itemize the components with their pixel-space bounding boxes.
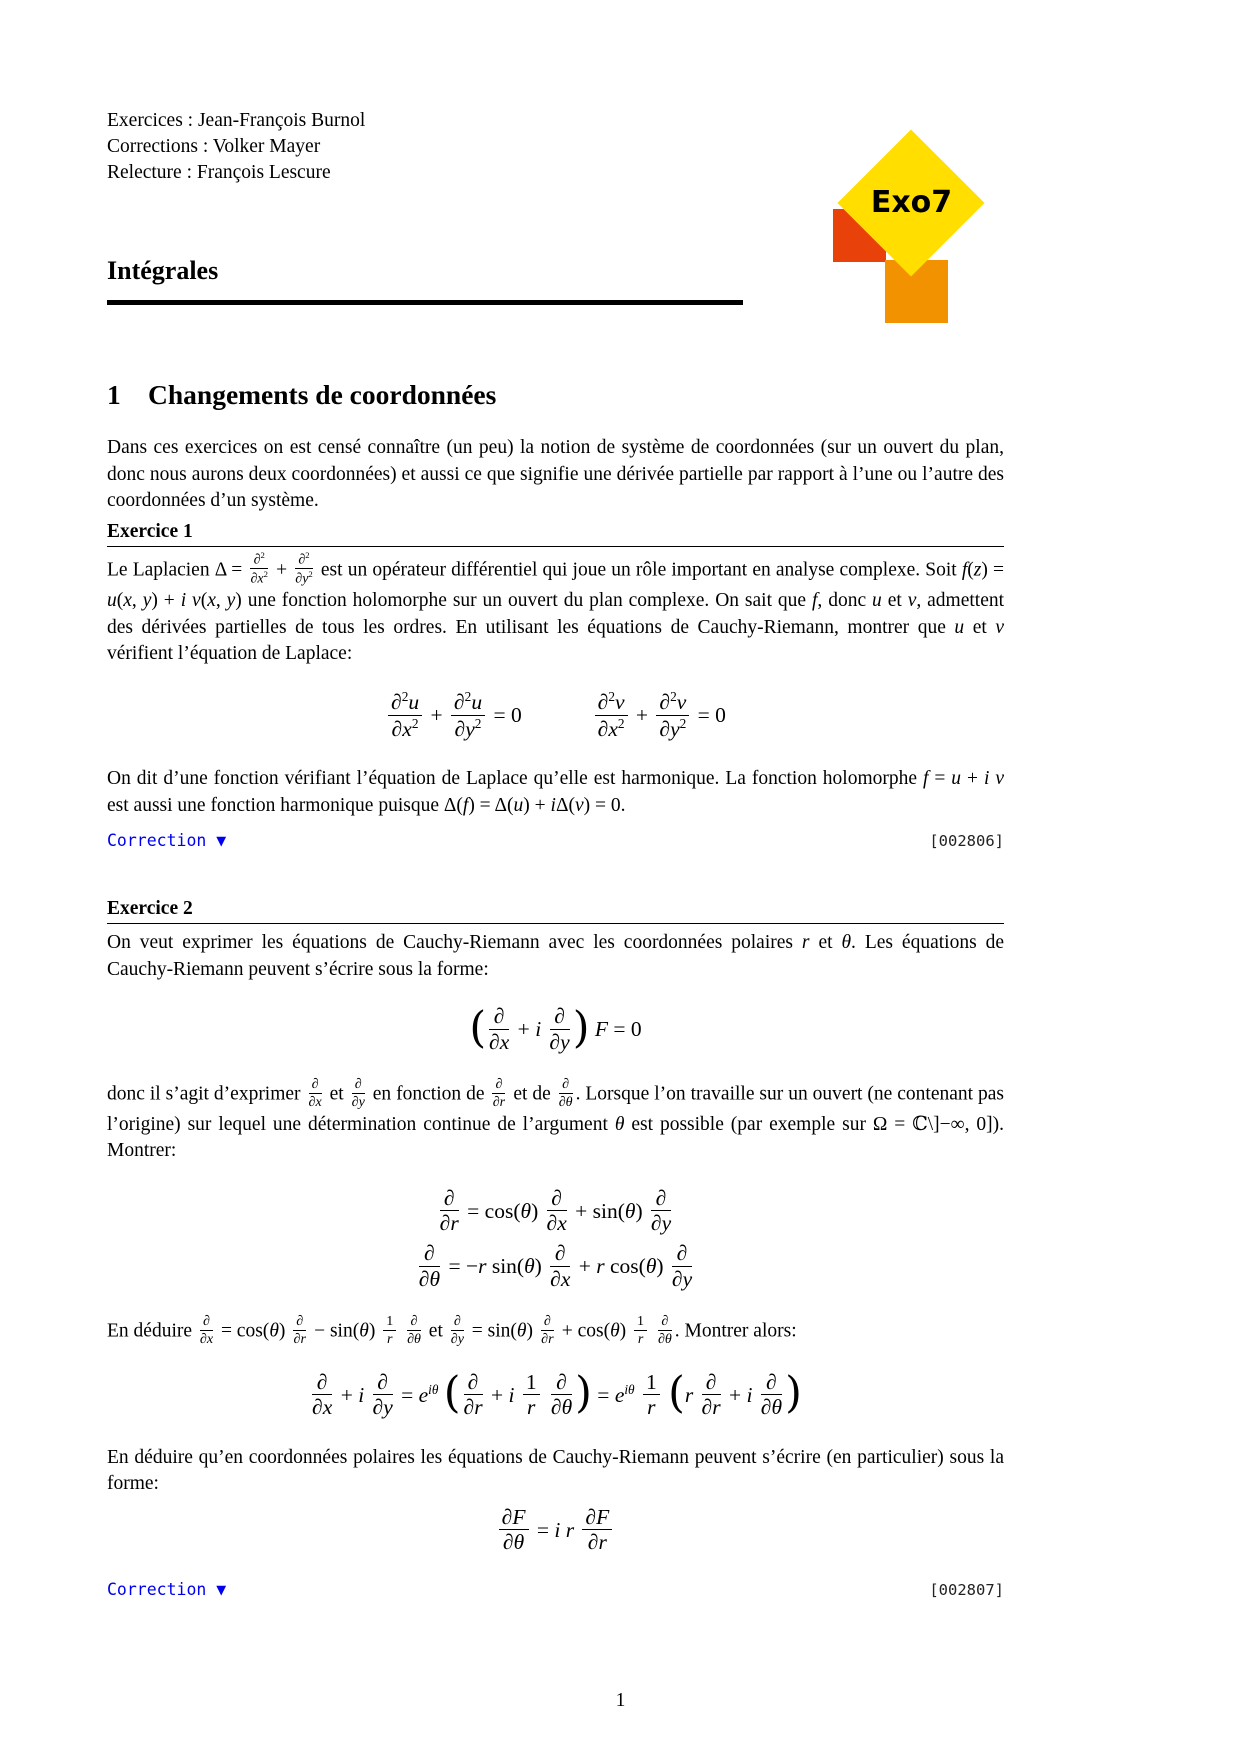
credit-exercices: Exercices : Jean-François Burnol (107, 110, 366, 131)
correction-link-2[interactable]: Correction ▼ (107, 1579, 227, 1599)
section-title: Changements de coordonnées (148, 379, 497, 410)
exercise-1-heading: Exercice 1 (107, 521, 1004, 547)
exercise-2-exponential-identity: $\frac{\partial}{\partial x}$ + i $\frac{\partial}{\partial y}$ = $e^{i\theta}$ ( $\frac{\partial}{\partial r}$ + i $\frac{1}{r}$ $\frac{\partial}{\partial\theta}$ ) = $e^{i\theta}$ $\frac{1}{r}$ (r $\frac{\partial}{\partial r}$ + i $\frac{\partial}{\partial\theta}$ ) (312, 1367, 802, 1420)
exercise-1-laplace-equations: $\frac{\partial^2u}{\partial x^2}$ + $\frac{\partial^2u}{\partial y^2}$ = 0 $\frac{\partial^2v}{\partial x^2}$ + $\frac{\partial^2v}{\partial y^2}$ = 0 (107, 692, 1004, 742)
exercise-2-heading: Exercice 2 (107, 898, 1004, 924)
title-rule (107, 300, 743, 305)
page-number: 1 (615, 1690, 626, 1711)
equation-d-dr: $\frac{\partial}{\partial r}$ = cos(θ) $\frac{\partial}{\partial x}$ + sin(θ) $\frac{\partial}{\partial y}$ (439, 1185, 672, 1236)
exercise-1-statement: Le Laplacien Δ = $\frac{\partial^2}{\partial x^2}$ + $\frac{\partial^2}{\partial y^2}$ est un opérateur différentiel qui joue un rôle important en analyse complexe. Soit f(z) = u(x, y) + i v(x, y) une fonction holomorphe sur un ouvert du plan complexe. On sait que f, donc u et v, admettent des dérivées partielles de tous les ordres. En utilisant les équations de Cauchy-Riemann, montrer que u et v vérifient l’équation de Laplace: (107, 549, 1005, 665)
section-heading (107, 379, 1004, 411)
exercise-2-reference: [002807] (929, 1580, 1004, 1599)
exercise-2-final-equation: $\frac{\partial F}{\partial\theta}$ = i r $\frac{\partial F}{\partial r}$ (107, 1508, 1004, 1556)
exercise-2-paragraph-2: donc il s’agit d’exprimer $\frac{\partial}{\partial x}$ et $\frac{\partial}{\partial y}$ en fonction de $\frac{\partial}{\partial r}$ et de $\frac{\partial}{\partial\theta}$ . Lorsque l’on travaille sur un ouvert (ne contenant pas l’origine) sur lequel une détermination continue de l’argument θ est possible (par exemple sur Ω = ℂ\]−∞, 0]). Montrer: (107, 1076, 1005, 1162)
exercise-2-polar-derivative-equations (107, 1185, 1004, 1292)
section-number: 1 (107, 379, 121, 410)
exercise-1-remark: On dit d’une fonction vérifiant l’équation de Laplace qu’elle est harmonique. La fonction holomorphe f = u + i v est aussi une fonction harmonique puisque Δ(f) = Δ(u) + iΔ(v) = 0. (107, 768, 1004, 816)
exo7-logo (833, 143, 993, 323)
document-title: Intégrales (107, 256, 219, 285)
exercise-2-paragraph-3: En déduire $\frac{\partial}{\partial x}$ = cos(θ) $\frac{\partial}{\partial r}$ − sin(θ) $\frac{1}{r}$ $\frac{\partial}{\partial\theta}$ et $\frac{\partial}{\partial y}$ = sin(θ) $\frac{\partial}{\partial r}$ + cos(θ) $\frac{1}{r}$ $\frac{\partial}{\partial\theta}$ . Montrer alors: (107, 1313, 797, 1347)
credit-corrections: Corrections : Volker Mayer (107, 136, 321, 157)
exercise-2-statement: On veut exprimer les équations de Cauchy-Riemann avec les coordonnées polaires r et θ. Les équations de Cauchy-Riemann peuvent s’écrire sous la forme: (107, 932, 1005, 980)
correction-link-1[interactable]: Correction ▼ (107, 831, 227, 851)
logo-text: Exo7 (870, 185, 953, 220)
exercise-1-footer (107, 831, 1004, 850)
exercise-1-reference: [002806] (929, 832, 1004, 851)
exercise-2-paragraph-4: En déduire qu’en coordonnées polaires les équations de Cauchy-Riemann peuvent s’écrire (en particulier) sous la forme: (107, 1446, 1004, 1495)
exercise-2-cr-operator-equation: ( $\frac{\partial}{\partial x}$ + i $\frac{\partial}{\partial y}$ ) F = 0 (469, 1002, 642, 1054)
intro-paragraph: Dans ces exercices on est censé connaître (un peu) la notion de système de coordonnées (sur un ouvert du plan, donc nous aurons deux coordonnées) et aussi ce que signifie une dérivée partielle par rapport à l’une ou l’autre des coordonnées d’un système. (107, 437, 1004, 511)
equation-d-dtheta: $\frac{\partial}{\partial\theta}$ = −r sin(θ) $\frac{\partial}{\partial x}$ + r cos(θ) $\frac{\partial}{\partial y}$ (418, 1240, 693, 1291)
credit-relecture: Relecture : François Lescure (107, 162, 331, 183)
exercise-2-footer (107, 1580, 1004, 1599)
